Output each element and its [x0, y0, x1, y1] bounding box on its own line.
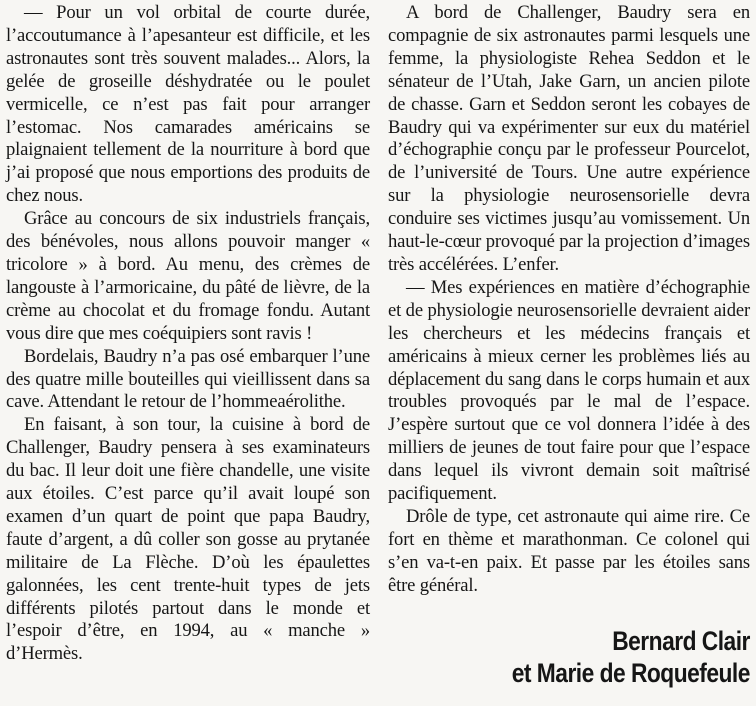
paragraph-military-career: En faisant, à son tour, la cuisine à bord de Challenger, Baudry pensera à ses examinateurs du bac. Il leur doit une fière chandelle, une visite aux étoiles. C’est parce qu’il avait loupé son examen d’un quart de point que papa Baudry, faute d’argent, a dû coller son gosse au prytanée militaire de La Flèche. D’où les épaulettes galonnées, les cent trente-huit types de jets différents pilotés partout dans le monde et l’espoir d’être, en 1994, au « manche » d’Hermès. [6, 414, 370, 665]
left-column [6, 2, 370, 666]
byline-line-1: Bernard Clair [612, 626, 750, 656]
byline-line-2: et Marie de Roquefeule [511, 658, 750, 688]
paragraph-closing: Drôle de type, cet astronaute qui aime rire. Ce fort en thème et marathonman. Ce colonel qui s’en va-t-en paix. Et passe par les étoiles sans être général. [388, 505, 750, 596]
paragraph-french-menu: Grâce au concours de six industriels français, des bénévoles, nous allons pouvoir manger « tricolore » à bord. Au menu, des crèmes de langouste à l’armoricaine, du pâté de lièvre, de la crème au chocolat et du fromage fondu. Autant vous dire que mes coéquipiers sont ravis ! [6, 208, 370, 344]
paragraph-food-quote: — Pour un vol orbital de courte durée, l’accoutumance à l’apesanteur est difficile, et les astronautes sont très souvent malades... Alors, la gelée de groseille déshydratée ou le poulet vermicelle, ce n’est pas fait pour arranger l’estomac. Nos camarades américains se plaignaient tellement de la nourriture à bord que j’ai proposé que nous emportions des produits de chez nous. [6, 2, 370, 207]
paragraph-experiments-quote: — Mes expériences en matière d’échographie et de physiologie neurosensorielle devraient aider les chercheurs et les médecins français et américains à mieux cerner les problèmes liés au déplacement du sang dans le corps humain et aux troubles provoqués par le mal de l’espace. J’espère surtout que ce vol donnera l’idée à des milliers de jeunes de tout faire pour que l’espace dans lequel ils vivront demain soit maîtrisé pacifiquement. [388, 276, 750, 505]
author-byline [512, 625, 750, 689]
paragraph-bordelais: Bordelais, Baudry n’a pas osé embarquer l’une des quatre mille bouteilles qui vieillissent dans sa cave. Attendant le retour de l’hommeaérolithe. [6, 345, 370, 413]
paragraph-crew: A bord de Challenger, Baudry sera en compagnie de six astronautes parmi lesquels une femme, la physiologiste Rehea Seddon et le sénateur de l’Utah, Jake Garn, un ancien pilote de chasse. Garn et Seddon seront les cobayes de Baudry qui va expérimenter sur eux du matériel d’échographie conçu par le professeur Pourcelot, de l’université de Tours. Une autre expérience sur la physiologie neurosensorielle devra conduire ses victimes jusqu’au vomissement. Un haut-le-cœur provoqué par la projection d’images très accélérées. L’enfer. [388, 2, 750, 275]
right-column [388, 2, 750, 598]
